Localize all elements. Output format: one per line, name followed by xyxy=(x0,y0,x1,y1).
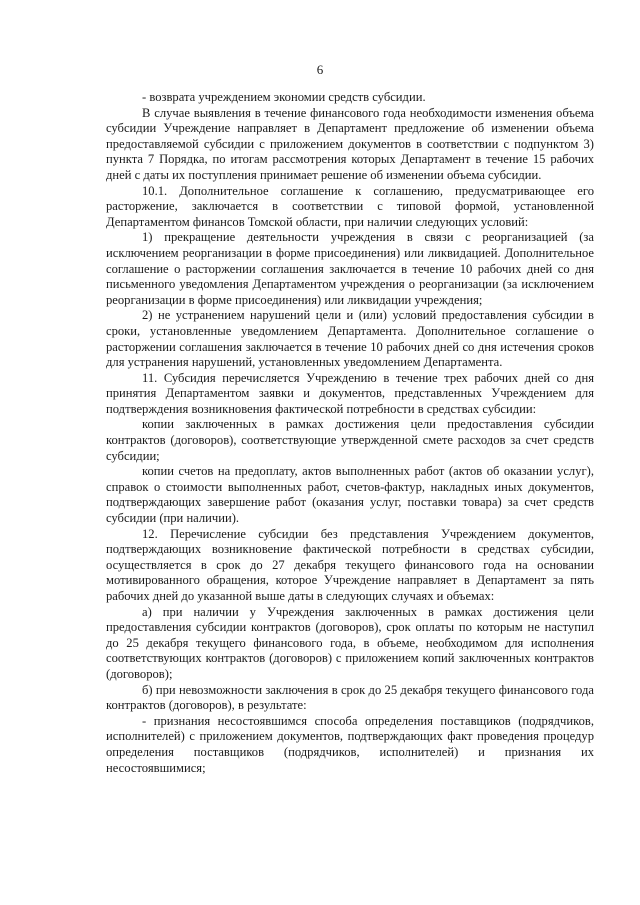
paragraph: 11. Субсидия перечисляется Учреждению в течение трех рабочих дней со дня принятия Департаментом заявки и документов, представленных Учреждением для подтверждения возникновения фактической потребности в средствах субсидии: xyxy=(106,370,594,416)
paragraph: 10.1. Дополнительное соглашение к соглашению, предусматривающее его расторжение, заключается в соответствии с типовой формой, установленной Департаментом финансов Томской области, при наличии следующих условий: xyxy=(106,183,594,229)
paragraph: - возврата учреждением экономии средств субсидии. xyxy=(142,90,426,104)
paragraph: 1) прекращение деятельности учреждения в связи с реорганизацией (за исключением реорганизации в форме присоединения) или ликвидацией. Дополнительное соглашение о расторжении соглашения заключается в течение 10 рабочих дней со дня письменного уведомления Департаментом учреждения о реорганизации (за исключением реорганизации в форме присоединения) или ликвидации учреждения; xyxy=(106,230,594,307)
document-body xyxy=(106,90,594,776)
page-number: 6 xyxy=(316,62,324,77)
paragraph: б) при невозможности заключения в срок до 25 декабря текущего финансового года контрактов (договоров), в результате: xyxy=(106,682,594,713)
paragraph: В случае выявления в течение финансового года необходимости изменения объема субсидии Учреждение направляет в Департамент предложение об изменении объема предоставляемой субсидии с приложением документов в соответствии с подпунктом 3) пункта 7 Порядка, по итогам рассмотрения которых Департамент в течение 15 рабочих дней с даты их поступления принимает решение об изменении объема субсидии. xyxy=(106,105,594,182)
paragraph: копии счетов на предоплату, актов выполненных работ (актов об оказании услуг), справок о стоимости выполненных работ, счетов-фактур, накладных иных документов, подтверждающих завершение работ (оказания услуг, поставки товара) за счет средств субсидии (при наличии). xyxy=(106,464,594,526)
paragraph: копии заключенных в рамках достижения цели предоставления субсидии контрактов (договоров), соответствующие утвержденной смете расходов за счет средств субсидии; xyxy=(106,417,594,463)
paragraph: - признания несостоявшимся способа определения поставщиков (подрядчиков, исполнителей) с приложением документов, подтверждающих факт проведения процедур определения поставщиков (подрядчиков, исполнителей) и признания их несостоявшимися; xyxy=(106,713,594,775)
paragraph: 12. Перечисление субсидии без представления Учреждением документов, подтверждающих возникновение фактической потребности в средствах субсидии, осуществляется в срок до 27 декабря текущего финансового года на основании мотивированного обращения, которое Учреждение направляет в Департамент за пять рабочих дней до указанной выше даты в следующих случаях и объемах: xyxy=(106,526,594,603)
paragraph: 2) не устранением нарушений цели и (или) условий предоставления субсидии в сроки, установленные уведомлением Департамента. Дополнительное соглашение о расторжении соглашения заключается в течение 10 рабочих дней со дня истечения сроков для устранения нарушений, установленных уведомлением Департамента. xyxy=(106,308,594,370)
paragraph: а) при наличии у Учреждения заключенных в рамках достижения цели предоставления субсидии контрактов (договоров), срок оплаты по которым не наступил до 25 декабря текущего финансового года, в объеме, необходимом для исполнения соответствующих контрактов (договоров) с приложением копий заключенных контрактов (договоров); xyxy=(106,604,594,681)
